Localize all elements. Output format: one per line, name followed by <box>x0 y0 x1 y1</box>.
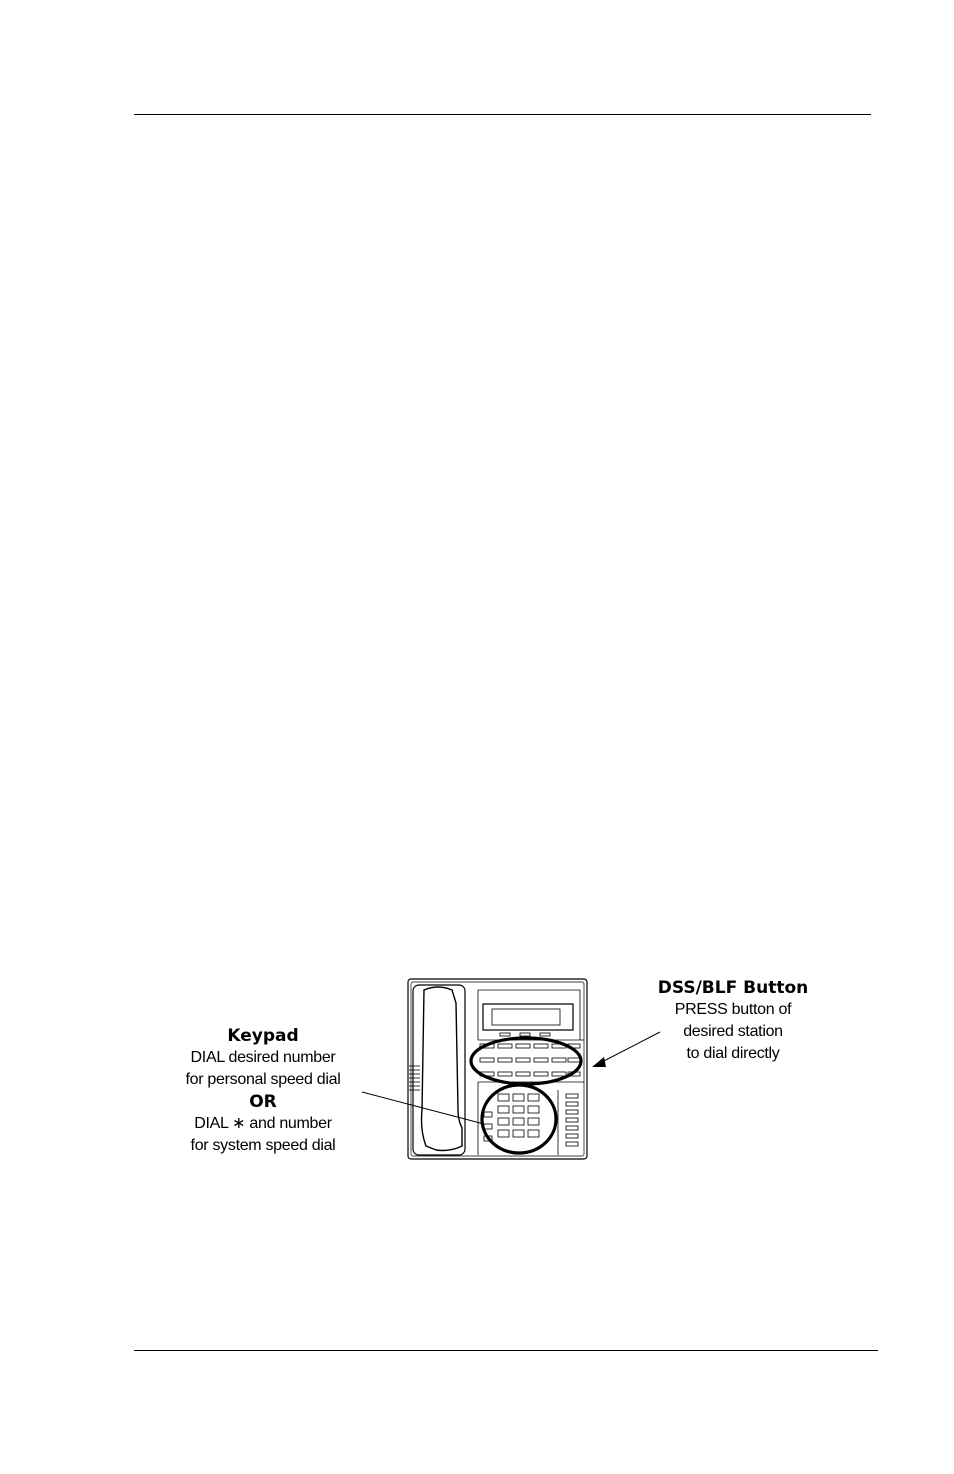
keypad-keys <box>484 1094 539 1141</box>
keypad-line-3: DIAL ∗ and number <box>194 1115 332 1132</box>
keypad-line-1: DIAL desired number <box>190 1049 336 1066</box>
handset-grip <box>409 1066 420 1090</box>
keypad-leader-line <box>362 1092 484 1124</box>
dss-line-1: PRESS button of <box>674 1001 792 1018</box>
feature-keys <box>558 1090 578 1155</box>
phone-body <box>408 979 587 1159</box>
handset-icon <box>422 987 463 1151</box>
dss-callout <box>640 977 826 1065</box>
keypad-line-4: for system speed dial <box>190 1137 336 1154</box>
dss-line-3: to dial directly <box>686 1045 780 1062</box>
keypad-callout <box>170 1025 356 1157</box>
keypad-or: OR <box>249 1092 277 1112</box>
dss-line-2: desired station <box>683 1023 783 1040</box>
arrow-icon <box>592 1057 606 1067</box>
dss-title: DSS/BLF Button <box>657 978 809 998</box>
dss-highlight-ellipse <box>471 1038 581 1084</box>
soft-keys <box>500 1033 550 1036</box>
keypad-title: Keypad <box>227 1026 299 1046</box>
dss-buttons <box>480 1044 580 1076</box>
keypad-highlight-ellipse <box>482 1085 556 1153</box>
keypad-line-2: for personal speed dial <box>185 1071 341 1088</box>
lcd-display <box>483 1004 573 1030</box>
